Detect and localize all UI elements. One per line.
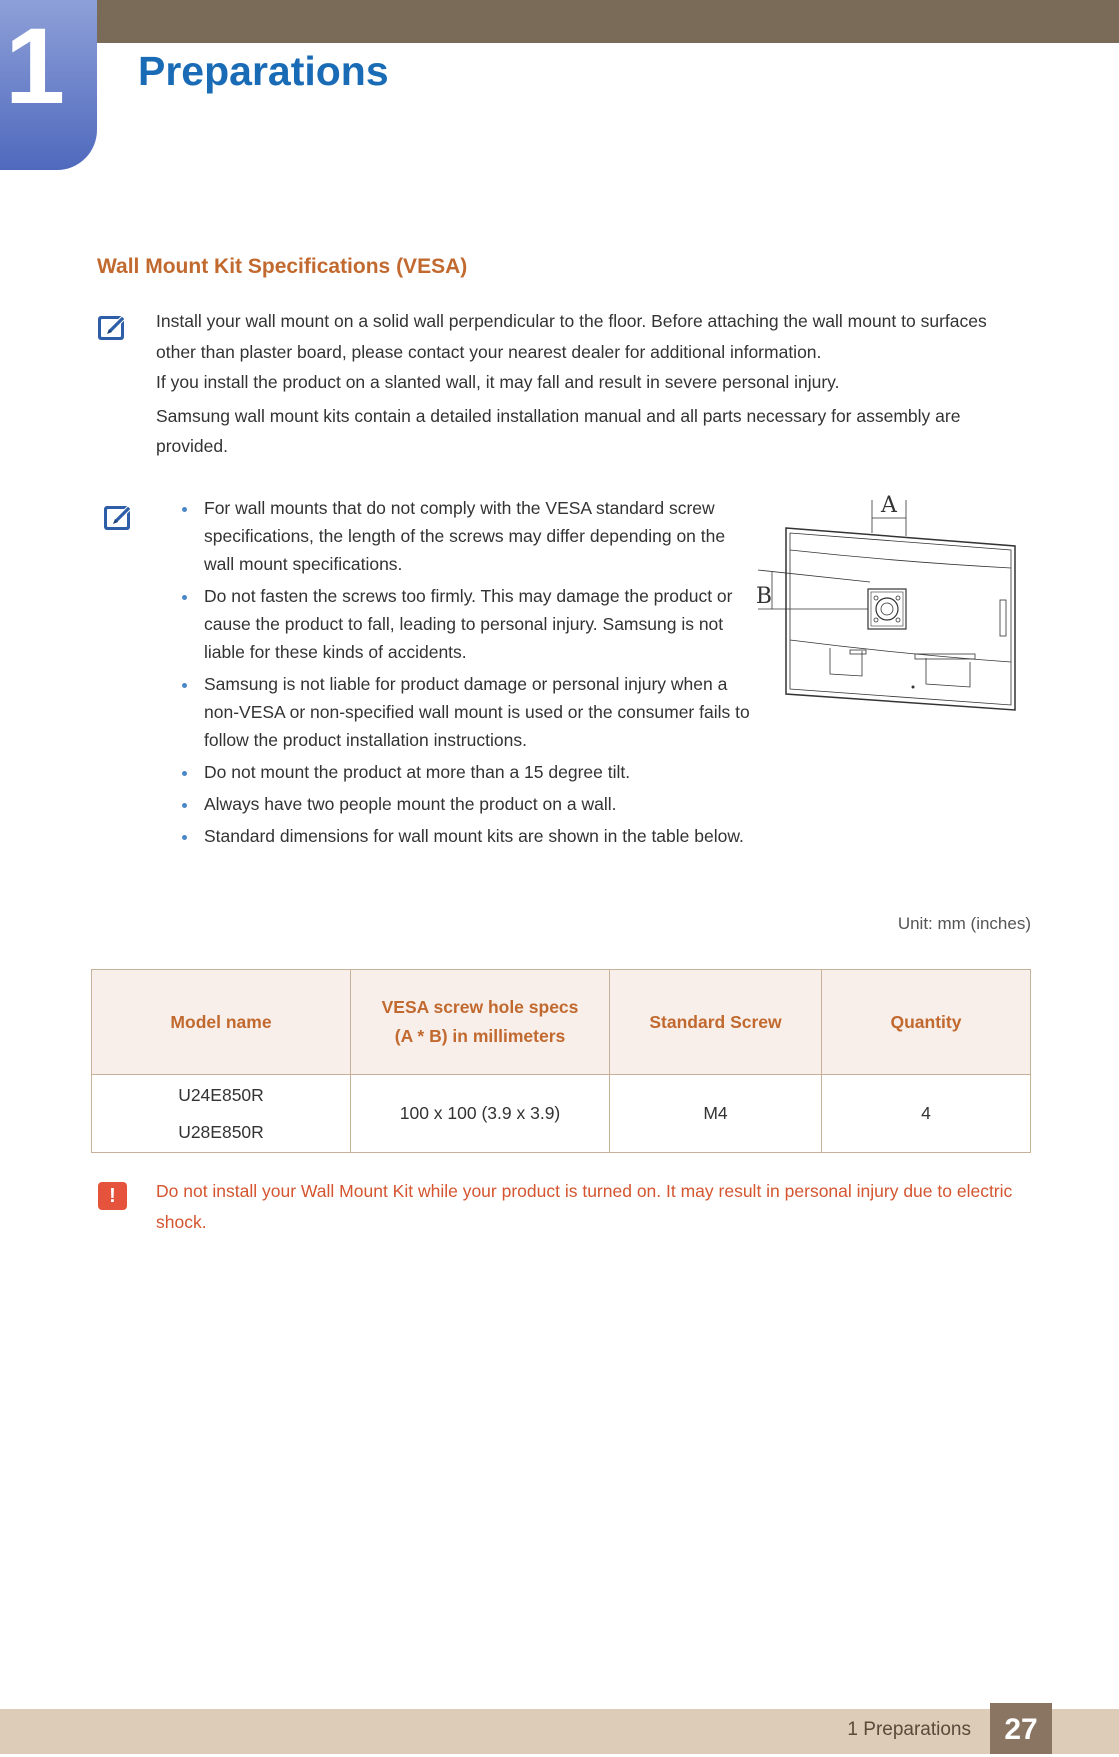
table-header: VESA screw hole specs (A * B) in millimeters [351,970,610,1075]
table-header: Quantity [822,970,1031,1075]
chapter-tab [0,0,97,170]
table-header: Model name [92,970,351,1075]
header-bar [97,0,1119,43]
vesa-spec-cell: 100 x 100 (3.9 x 3.9) [351,1075,610,1153]
list-item: Do not mount the product at more than a 15 degree tilt. [182,758,752,786]
list-item: Standard dimensions for wall mount kits are shown in the table below. [182,822,752,850]
note-pencil-icon [103,502,135,532]
list-item: Always have two people mount the product on a wall. [182,790,752,818]
table-header: Standard Screw [610,970,822,1075]
page-number: 27 [990,1703,1052,1754]
note-installation [156,306,1026,462]
list-item: Do not fasten the screws too firmly. This may damage the product or cause the product to fall, leading to personal injury. Samsung is not liable for these kinds of accidents. [182,582,752,666]
footer-label: 1 Preparations [847,1719,971,1740]
unit-note: Unit: mm (inches) [897,914,1031,933]
section-title: Wall Mount Kit Specifications (VESA) [97,255,468,278]
warning-exclamation-icon: ! [98,1182,127,1210]
dimension-label-b: B [755,584,773,609]
note-paragraph: Install your wall mount on a solid wall perpendicular to the floor. Before attaching the wall mount to surfaces other than plaster board, please contact your nearest dealer for additional information. [156,311,987,362]
note-bullet-list [182,494,752,854]
note-paragraph: Samsung wall mount kits contain a detailed installation manual and all parts necessary for assembly are provided. [156,405,961,456]
monitor-back-diagram [750,488,1020,716]
quantity-cell: 4 [822,1075,1031,1153]
table-row [92,1075,1031,1153]
note-pencil-icon [97,312,129,342]
chapter-title: Preparations [138,48,389,94]
chapter-number: 1 [4,5,66,126]
model-name-cell [92,1075,351,1153]
standard-screw-cell: M4 [610,1075,822,1153]
vesa-spec-table [91,969,1031,1153]
list-item: For wall mounts that do not comply with the VESA standard screw specifications, the length of the screws may differ depending on the wall mount specifications. [182,494,752,578]
model-name: U28E850R [178,1121,264,1142]
warning-text: Do not install your Wall Mount Kit while your product is turned on. It may result in personal injury due to electric shock. [156,1181,1013,1232]
note-paragraph: If you install the product on a slanted wall, it may fall and result in severe personal injury. [156,372,840,392]
dimension-label-a: A [881,493,897,518]
table-header-row [92,970,1031,1075]
model-name: U24E850R [178,1084,264,1105]
list-item: Samsung is not liable for product damage or personal injury when a non-VESA or non-specified wall mount is used or the consumer fails to follow the product installation instructions. [182,670,752,754]
